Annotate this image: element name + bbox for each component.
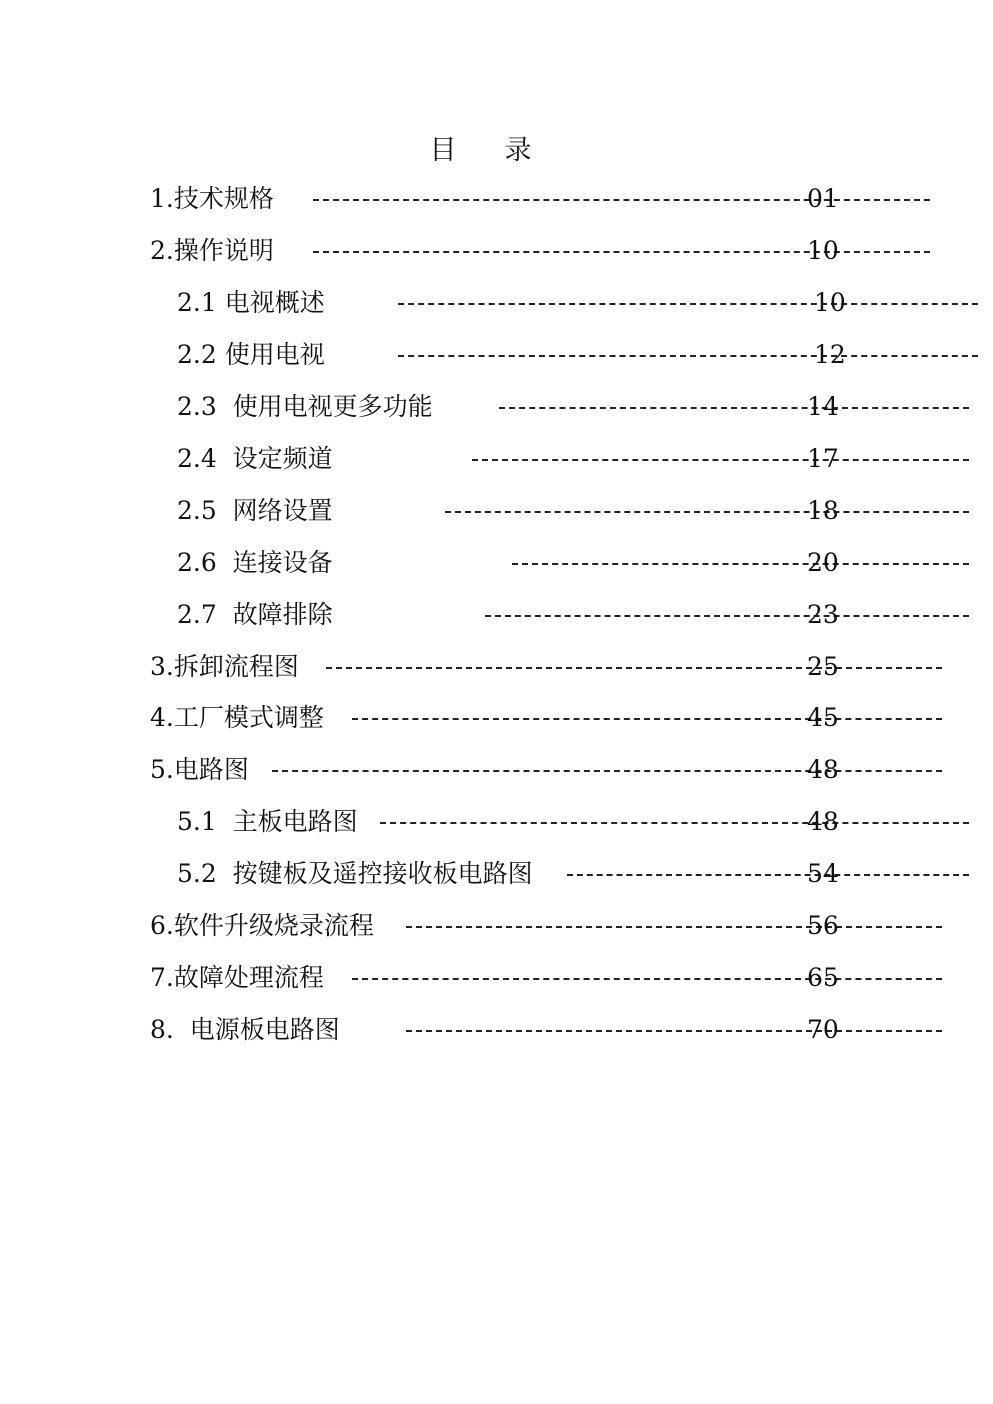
toc-entry-page: 54 [807, 859, 839, 888]
toc-entry-label: 2.6 连接设备 [177, 548, 333, 577]
toc-entry-page: 14 [807, 392, 839, 421]
toc-entry-page: 25 [807, 652, 839, 681]
toc-entry-page: 48 [807, 755, 839, 784]
toc-entry[interactable] [177, 802, 877, 842]
toc-entry-page: 10 [814, 288, 846, 317]
toc-entry[interactable] [150, 231, 850, 271]
toc-entry[interactable] [177, 439, 877, 479]
toc-leader [398, 303, 978, 305]
toc-title-right: 录 [504, 135, 534, 166]
toc-entry[interactable] [150, 179, 850, 219]
toc-entry[interactable] [177, 854, 877, 894]
toc-entry-label: 5.2 按键板及遥控接收板电路图 [177, 859, 533, 888]
toc-leader [512, 563, 969, 565]
toc-entry-label: 6.软件升级烧录流程 [150, 911, 374, 940]
toc-entry-label: 2.2 使用电视 [177, 340, 325, 369]
toc-leader [406, 926, 942, 928]
toc-entry-page: 10 [807, 236, 839, 265]
toc-leader [499, 407, 969, 409]
toc-entry[interactable] [150, 750, 850, 790]
toc-entry-page: 18 [807, 496, 839, 525]
toc-entry-label: 5.电路图 [150, 755, 249, 784]
toc-entry-page: 65 [807, 963, 839, 992]
toc-leader [326, 667, 942, 669]
toc-entry-page: 12 [814, 340, 846, 369]
toc-title [0, 128, 963, 167]
toc-leader [398, 355, 978, 357]
toc-entry-page: 70 [807, 1015, 839, 1044]
toc-leader [445, 511, 969, 513]
toc-leader [472, 459, 969, 461]
toc-leader [567, 874, 969, 876]
toc-entry-page: 45 [807, 703, 839, 732]
toc-entry-label: 8. 电源板电路图 [150, 1015, 340, 1044]
toc-entry[interactable] [177, 543, 877, 583]
toc-leader [406, 1030, 942, 1032]
toc-entry[interactable] [150, 958, 850, 998]
toc-leader [485, 615, 969, 617]
toc-entry-page: 20 [807, 548, 839, 577]
toc-entry[interactable] [150, 698, 850, 738]
toc-entry-label: 2.3 使用电视更多功能 [177, 392, 433, 421]
toc-entry[interactable] [177, 595, 877, 635]
toc-entry-label: 7.故障处理流程 [150, 963, 324, 992]
toc-entry-label: 3.拆卸流程图 [150, 652, 299, 681]
toc-entry[interactable] [177, 335, 877, 375]
toc-entry[interactable] [177, 387, 877, 427]
toc-leader [352, 978, 942, 980]
toc-entry-page: 23 [807, 600, 839, 629]
toc-entry-label: 2.5 网络设置 [177, 496, 333, 525]
toc-leader [272, 770, 942, 772]
toc-entry[interactable] [177, 491, 877, 531]
toc-entry[interactable] [150, 1010, 850, 1050]
toc-entry-page: 56 [807, 911, 839, 940]
toc-entry[interactable] [150, 647, 850, 687]
toc-entry-label: 1.技术规格 [150, 184, 274, 213]
toc-entry-page: 17 [807, 444, 839, 473]
toc-entry-label: 4.工厂模式调整 [150, 703, 324, 732]
toc-entry-label: 2.7 故障排除 [177, 600, 333, 629]
toc-entry[interactable] [150, 906, 850, 946]
toc-entry-label: 2.操作说明 [150, 236, 274, 265]
toc-entry[interactable] [177, 283, 877, 323]
toc-entry-label: 5.1 主板电路图 [177, 807, 358, 836]
toc-entry-label: 2.1 电视概述 [177, 288, 325, 317]
toc-leader [380, 822, 969, 824]
toc-leader [352, 718, 942, 720]
toc-entry-page: 48 [807, 807, 839, 836]
toc-entry-label: 2.4 设定频道 [177, 444, 333, 473]
toc-title-left: 目 [429, 135, 459, 166]
toc-entry-page: 01 [807, 184, 839, 213]
